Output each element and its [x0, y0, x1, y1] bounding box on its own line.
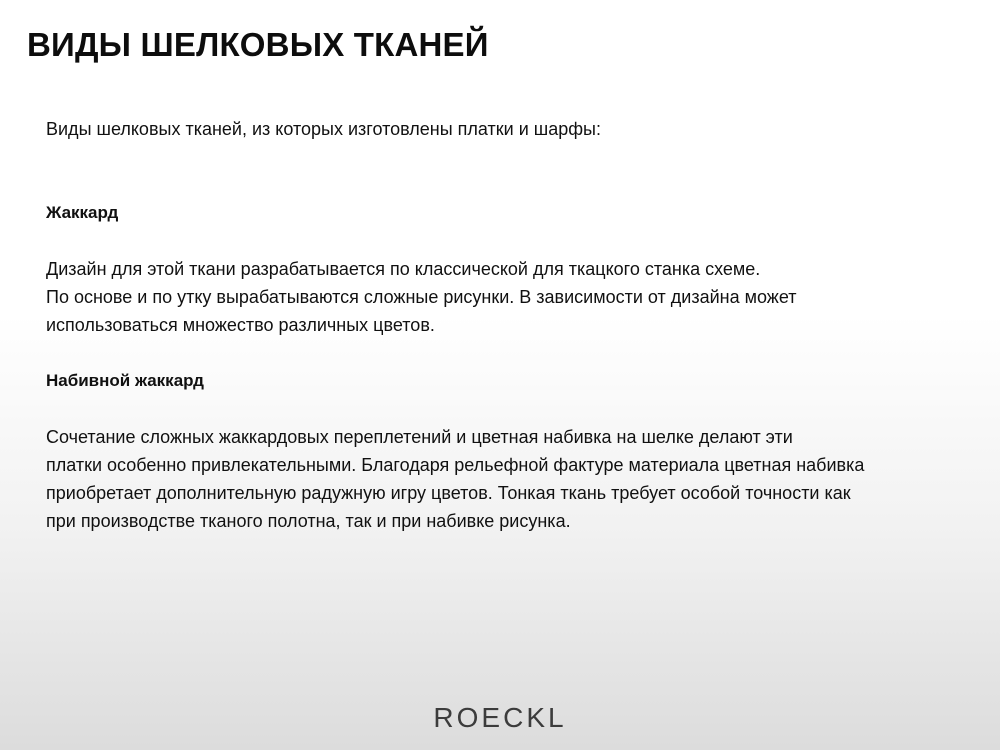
brand-logo: ROECKL — [433, 702, 567, 733]
text-line: приобретает дополнительную радужную игру цветов. Тонкая ткань требует особой точности как — [46, 483, 851, 503]
section-text-printed-jacquard — [46, 423, 966, 535]
text-line: использоваться множество различных цветов. — [46, 315, 435, 335]
section-heading-printed-jacquard: Набивной жаккард — [46, 371, 204, 390]
intro-text: Виды шелковых тканей, из которых изготовлены платки и шарфы: — [46, 119, 601, 139]
text-line: Сочетание сложных жаккардовых переплетений и цветная набивка на шелке делают эти — [46, 427, 793, 447]
text-line: при производстве тканого полотна, так и при набивке рисунка. — [46, 511, 571, 531]
section-heading-jacquard: Жаккард — [46, 203, 119, 222]
section-text-jacquard — [46, 255, 966, 339]
text-line: По основе и по утку вырабатываются сложные рисунки. В зависимости от дизайна может — [46, 287, 797, 307]
main-content — [46, 115, 966, 535]
text-line: платки особенно привлекательными. Благодаря рельефной фактуре материала цветная набивка — [46, 455, 865, 475]
page-title: ВИДЫ ШЕЛКОВЫХ ТКАНЕЙ — [27, 26, 489, 63]
text-line: Дизайн для этой ткани разрабатывается по классической для ткацкого станка схеме. — [46, 259, 761, 279]
